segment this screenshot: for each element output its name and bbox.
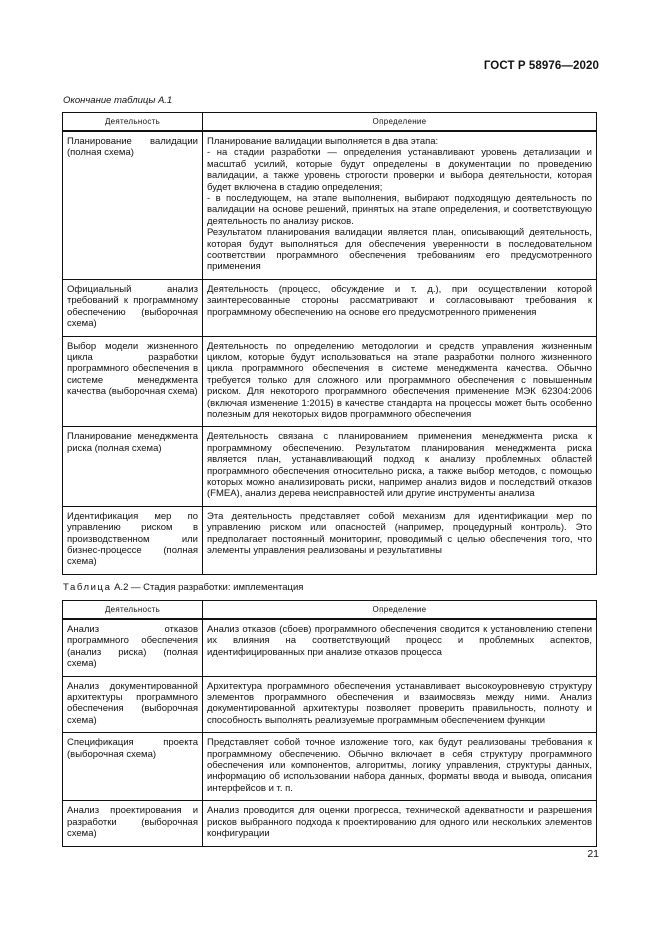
activity-cell: Спецификация проекта (выборочная схема) <box>63 733 203 801</box>
table-row <box>63 619 597 676</box>
table-a2 <box>62 600 597 847</box>
definition-cell <box>203 506 597 574</box>
table2-caption-title: А.2 — Стадия разработки: имплементация <box>111 582 304 593</box>
table-row <box>63 506 597 574</box>
definition-cell <box>203 131 597 279</box>
table2-caption-prefix: Таблица <box>63 582 112 593</box>
definition-cell <box>203 279 597 336</box>
table-header-row <box>63 601 597 620</box>
definition-line: Архитектура программного обеспечения устанавливает высокоуровневую структуру элементов программного обеспечения и взаимосвязь между ними. Анализ документированной архитектуры позволяет проверить правильность, полноту и способность выполнять реализуемые программным обеспечением функции <box>207 680 592 726</box>
table-row <box>63 131 597 279</box>
table-row <box>63 279 597 336</box>
activity-cell: Выбор модели жизненного цикла разработки программного обеспечения в системе менеджмента качества (выборочная схема) <box>63 336 203 427</box>
activity-cell: Анализ документированной архитектуры программного обеспечения (выборочная схема) <box>63 676 203 733</box>
definition-line: Анализ отказов (сбоев) программного обеспечения сводится к установлению степени их влияния на соответствующий процесс и проблемных аспектов, идентифицированных при анализе отказов процесса <box>207 624 592 658</box>
definition-line: Анализ проводится для оценки прогресса, технической адекватности и разрешения рисков выбранного подхода к проектированию для одного или нескольких элементов конфигурации <box>207 805 592 840</box>
definition-cell <box>203 801 597 846</box>
definition-line: Представляет собой точное изложение того, как будут реализованы требования к программному обеспечению. Обычно включает в себя структуру программного обеспечения или компонентов, алгоритмы, логику управления, структуры данных, информацию об использовании набора данных, форматы ввода и вывода, описания интерфейсов и т. п. <box>207 737 592 794</box>
table1-caption: Окончание таблицы А.1 <box>63 95 173 106</box>
definition-line: Деятельность связана с планированием применения менеджмента риска к программному обеспечению. Результатом планирования менеджмента риска является план, устанавливающий подход к анализу проблемных областей программного обеспечения относительно риска, а также выбор методов, с помощью которых можно анализировать риски, например анализ видов и последствий отказов (FMEA), анализ дерева неисправностей или другие инструменты анализа <box>207 431 592 500</box>
page-number: 21 <box>587 848 599 860</box>
definition-cell <box>203 619 597 676</box>
table-row <box>63 336 597 427</box>
definition-line: Результатом планирования валидации является план, описывающий деятельность, которая будут выполняться для обеспечения уверенности в последовательном соответствии программного обеспечения требованиям его предусмотренного применения <box>207 227 592 273</box>
document-code: ГОСТ Р 58976—2020 <box>483 60 599 72</box>
definition-cell <box>203 676 597 733</box>
definition-line: - в последующем, на этапе выполнения, выбирают подходящую деятельность по валидации на основе решений, принятых на этапе определения, и соответствующую деятельность по анализу рисков. <box>207 193 592 227</box>
definition-line: Деятельность (процесс, обсуждение и т. д.), при осуществлении которой заинтересованные стороны рассматривают и согласовывают требования к программному обеспечению на основе его предусмотренного применения <box>207 283 592 318</box>
column-header-activity: Деятельность <box>63 601 203 620</box>
definition-line: Планирование валидации выполняется в два этапа: <box>207 136 439 147</box>
definition-line: Деятельность по определению методологии и средств управления жизненным циклом, которые будут использоваться на этапе разработки полного жизненного цикла программного обеспечения в системе менеджмента качества. Обычно требуется только для сложного или программного обеспечения с повышенным риском. Для некоторого программного обеспечения применение МЭК 62304:2006 (включая изменение 1:2015) в качестве стандарта на процессы может быть особенно полезным для некоторых видов программного обеспечения <box>207 340 592 420</box>
definition-cell <box>203 336 597 427</box>
table-row <box>63 676 597 733</box>
definition-cell <box>203 733 597 801</box>
definition-cell <box>203 427 597 506</box>
activity-cell: Анализ проектирования и разработки (выборочная схема) <box>63 801 203 846</box>
column-header-activity: Деятельность <box>63 113 203 132</box>
activity-cell: Планирование менеджмента риска (полная схема) <box>63 427 203 506</box>
table-row <box>63 733 597 801</box>
table-header-row <box>63 113 597 132</box>
table2-caption <box>63 582 303 593</box>
activity-cell: Планирование валидации (полная схема) <box>63 131 203 279</box>
definition-line: - на стадии разработки — определения устанавливают уровень детализации и масштаб усилий, которые будут определены в документации по проведению валидации, а также уровень строгости проверки и выбора деятельности, которая будет включена в стадию определения; <box>207 147 592 193</box>
table-row <box>63 427 597 506</box>
definition-line: Эта деятельность представляет собой механизм для идентификации мер по управлению риском или опасностей (например, процедурный контроль). Это предполагает постоянный мониторинг, проводимый с целью обеспечения того, что элементы управления реализованы и результативны <box>207 510 592 556</box>
activity-cell: Официальный анализ требований к программному обеспечению (выборочная схема) <box>63 279 203 336</box>
activity-cell: Идентификация мер по управлению риском в производственном или бизнес-процессе (полная схема) <box>63 506 203 574</box>
column-header-definition: Определение <box>203 113 597 132</box>
table-row <box>63 801 597 846</box>
column-header-definition: Определение <box>203 601 597 620</box>
activity-cell: Анализ отказов программного обеспечения (анализ риска) (полная схема) <box>63 619 203 676</box>
table-a1-continuation <box>62 112 597 575</box>
